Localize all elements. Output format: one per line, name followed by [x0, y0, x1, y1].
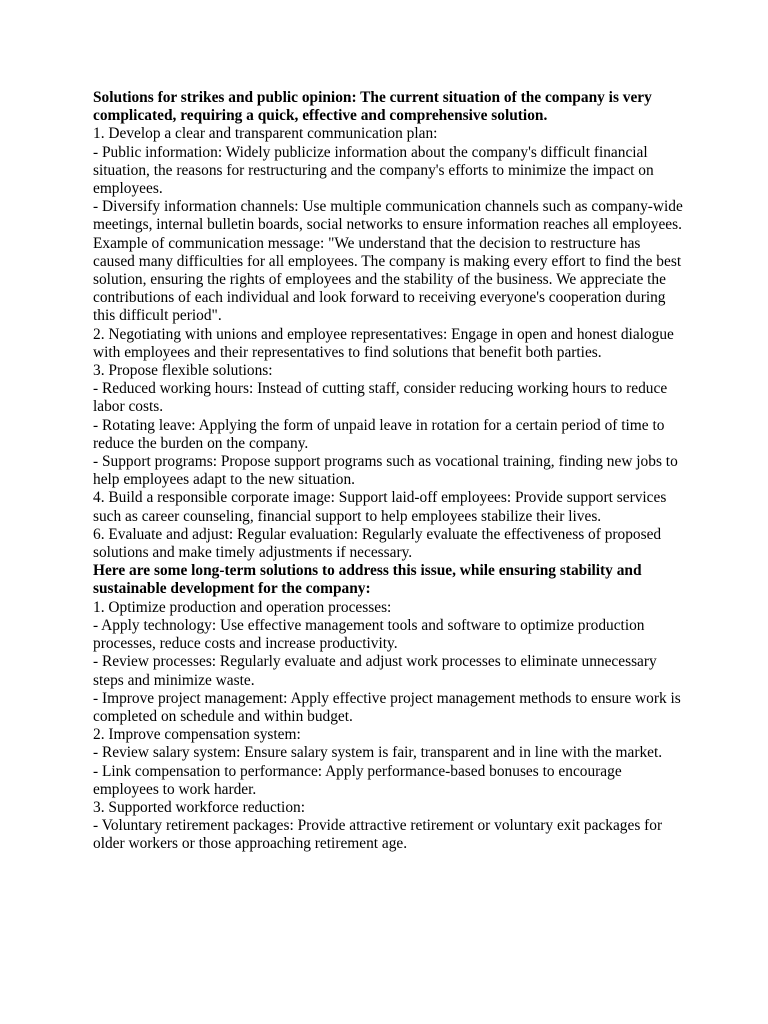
- paragraph-corporate-image: 4. Build a responsible corporate image: Support laid-off employees: Provide support services such as career counseling, financial support to help employees stabilize their lives.: [93, 489, 667, 525]
- paragraph-example-message: Example of communication message: "We understand that the decision to restructure has caused many difficulties for all employees. The company is making every effort to find the best solution, ensuring the rights of employees and the stability of the business. We appreciate the contributions of each individual and look forward to receiving everyone's cooperation during this difficult period".: [93, 234, 682, 325]
- paragraph-link-compensation: - Link compensation to performance: Apply performance-based bonuses to encourage employees to work harder.: [93, 762, 622, 798]
- paragraph-support-programs: - Support programs: Propose support programs such as vocational training, finding new jobs to help employees adapt to the new situation.: [93, 453, 678, 489]
- paragraph-communication-plan: 1. Develop a clear and transparent communication plan:: [93, 125, 438, 143]
- heading-strike-solutions: Solutions for strikes and public opinion: The current situation of the company is very complicated, requiring a quick, effective and comprehensive solution.: [93, 89, 652, 125]
- paragraph-project-management: - Improve project management: Apply effective project management methods to ensure work is completed on schedule and within budget.: [93, 689, 681, 725]
- paragraph-diversify-channels: - Diversify information channels: Use multiple communication channels such as company-wide meetings, internal bulletin boards, social networks to ensure information reaches all employees.: [93, 198, 683, 234]
- paragraph-public-information: - Public information: Widely publicize information about the company's difficult financial situation, the reasons for restructuring and the company's efforts to minimize the impact on employees.: [93, 143, 654, 198]
- paragraph-apply-technology: - Apply technology: Use effective management tools and software to optimize production processes, reduce costs and increase productivity.: [93, 616, 645, 653]
- paragraph-retirement-packages: - Voluntary retirement packages: Provide attractive retirement or voluntary exit packages for older workers or those approaching retirement age.: [93, 817, 663, 853]
- paragraph-rotating-leave: - Rotating leave: Applying the form of unpaid leave in rotation for a certain period of time to reduce the burden on the company.: [93, 416, 665, 452]
- paragraph-evaluate-adjust: 6. Evaluate and adjust: Regular evaluation: Regularly evaluate the effectiveness of proposed solutions and make timely adjustments if necessary.: [93, 525, 662, 562]
- paragraph-review-processes: - Review processes: Regularly evaluate and adjust work processes to eliminate unnecessary steps and minimize waste.: [93, 653, 657, 689]
- document-page: [93, 89, 683, 854]
- paragraph-flexible-solutions: 3. Propose flexible solutions:: [93, 362, 273, 380]
- paragraph-review-salary: - Review salary system: Ensure salary system is fair, transparent and in line with the market.: [93, 744, 663, 762]
- heading-long-term-solutions: Here are some long-term solutions to address this issue, while ensuring stability and sustainable development for the company:: [93, 562, 642, 598]
- paragraph-reduced-hours: - Reduced working hours: Instead of cutting staff, consider reducing working hours to reduce labor costs.: [93, 380, 668, 416]
- paragraph-workforce-reduction: 3. Supported workforce reduction:: [93, 798, 305, 816]
- paragraph-negotiating-unions: 2. Negotiating with unions and employee representatives: Engage in open and honest dialogue with employees and their representatives to find solutions that benefit both parties.: [93, 325, 674, 361]
- paragraph-optimize-production: 1. Optimize production and operation processes:: [93, 598, 392, 616]
- paragraph-compensation-system: 2. Improve compensation system:: [93, 726, 301, 744]
